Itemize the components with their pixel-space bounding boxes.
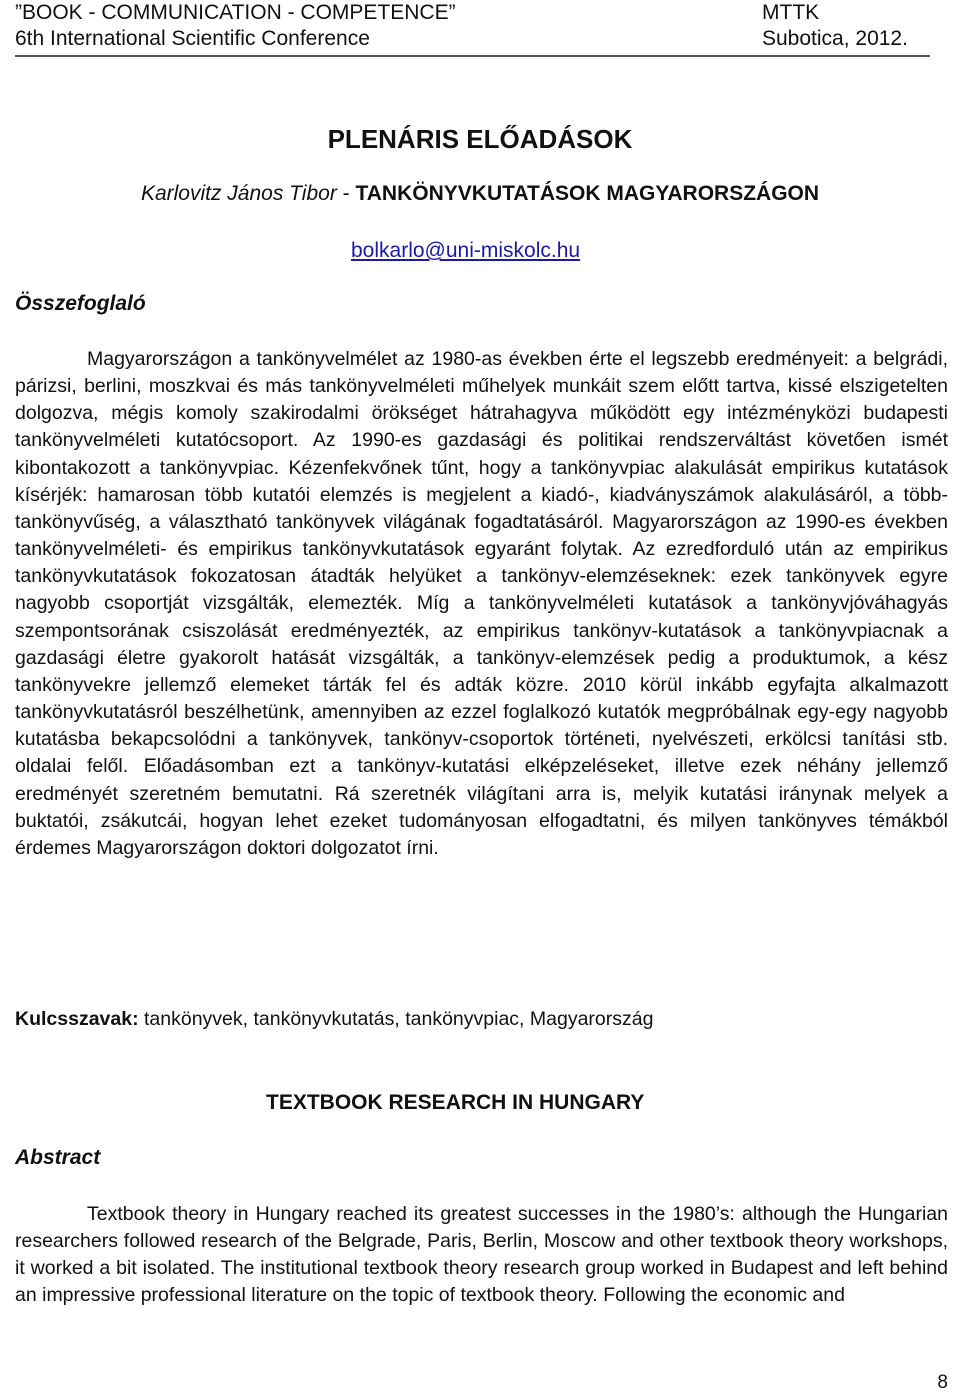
summary-text: Magyarországon a tankönyvelmélet az 1980-as években érte el legszebb eredményeit: a belgrádi, párizsi, berlini, moszkvai és más tankönyvelméleti műhelyek munkáit szem előtt tartva, kissé elszigetelten dolgozva, mégis komoly szakirodalmi örökséget hátrahagyva működött egy intézményközi budapesti tankönyvelméleti kutatócsoport. Az 1990-es gazdasági és politikai rendszerváltást követően ismét kibontakozott a tankönyvpiac. Kézenfekvőnek tűnt, hogy a tankönyvpiac alakulását empirikus kutatások kísérjék: hamarosan több kutatói elemzés is megjelent a kiadó-, kiadványszámok alakulásáról, a több-tankönyvűség, a választható tankönyvek világának fogadtatásáról. Magyarországon az 1990-es években tankönyvelméleti- és empirikus tankönyvkutatások egyaránt folytak. Az ezredforduló után az empirikus tankönyvkutatások fokozatosan átadták helyüket a tankönyv-elemzéseknek: ezek tankönyvek egyre nagyobb csoportját vizsgálták, elemezték. Míg a tankönyvelméleti kutatások a tankönyvjóváhagyás szempontsorának csiszolását eredményezték, az empirikus tankönyv-kutatások a tankönyvpiacnak a gazdasági életre gyakorolt hatását vizsgálták, a tankönyv-elemzések pedig a produktumok, a kész tankönyvekre jellemző elemeket tárták fel és adták közre. 2010 körül inkább egyfajta alkalmazott tankönyvkutatásról beszélhetünk, amennyiben az ezzel foglalkozó kutatók megpróbálnak egy-egy nagyobb kutatásba bekapcsolódni a tankönyvek, tankönyv-csoportok történeti, nyelvészeti, erkölcsi tanítási stb. oldalai felől. Előadásomban ezt a tankönyv-kutatási elképzeléseket, illetve ezek néhány jellemző eredményét szeretném bemutatni. Rá szeretnék világítani arra is, melyik kutatási iránynak melyek a buktatói, zsákutcái, hogyan lehet ezeket tudományosan elfogadtatni, és milyen tankönyves témákból érdemes Magyarországon doktori dolgozatot írni. [15, 348, 948, 859]
byline-separator: - [336, 182, 356, 205]
byline [0, 182, 960, 206]
header-book-title: ”BOOK - COMMUNICATION - COMPETENCE” [15, 1, 456, 24]
header-row-2 [15, 26, 930, 52]
page-number: 8 [937, 1372, 948, 1393]
english-title: TEXTBOOK RESEARCH IN HUNGARY [266, 1091, 645, 1114]
section-title: PLENÁRIS ELŐADÁSOK [327, 124, 633, 154]
keywords [15, 1008, 653, 1031]
abstract-paragraph [15, 1201, 948, 1310]
header-row-1 [15, 0, 930, 26]
header-faculty: MTTK [762, 1, 820, 24]
header-place-date: Subotica, 2012. [762, 27, 908, 50]
keywords-text: tankönyvek, tankönyvkutatás, tankönyvpiac, Magyarország [138, 1008, 654, 1030]
summary-paragraph [15, 346, 948, 862]
abstract-heading: Abstract [15, 1146, 101, 1169]
abstract-text: Textbook theory in Hungary reached its greatest successes in the 1980’s: although the Hungarian researchers followed research of the Belgrade, Paris, Berlin, Moscow and other textbook theory workshops, it worked a bit isolated. The institutional textbook theory research group worked in Budapest and left behind an impressive professional literature on the topic of textbook theory. Following the economic and [15, 1203, 948, 1307]
paper-title: TANKÖNYVKUTATÁSOK MAGYARORSZÁGON [355, 182, 820, 205]
keywords-label: Kulcsszavak: [15, 1008, 139, 1030]
summary-heading: Összefoglaló [15, 292, 146, 315]
page-header [15, 0, 930, 57]
author-name: Karlovitz János Tibor [140, 182, 337, 205]
header-conference: 6th International Scientific Conference [15, 27, 370, 50]
author-email-link[interactable]: bolkarlo@uni-miskolc.hu [351, 239, 581, 262]
